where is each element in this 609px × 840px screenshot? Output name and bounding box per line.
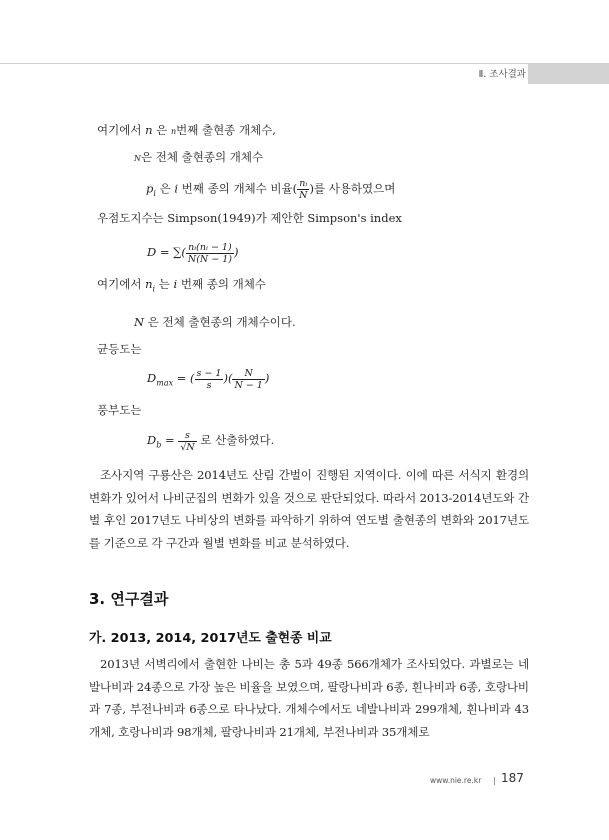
definition-n: 여기에서 n 은 n번째 출현종 개체수, [97,123,276,137]
richness-intro: 풍부도는 [97,403,142,417]
formula-richness: $D_b$ = $\frac{s}{√N}$ 로 산출하였다. [147,429,275,453]
paragraph-study-area: 조사지역 구룡산은 2014년도 산림 간벌이 진행된 지역이다. 이에 따른 서식지 환경의 변화가 있어서 나비군집의 변화가 있을 것으로 판단되었다. 따라서 2013-2014년도와 간벌 후인 2017년도 나비상의 변화를 파악하기 위하여 연도별 출현종의 변화와 2017년도를 기준으로 각 구간과 월별 변화를 비교 분석하였다. [89,468,529,550]
ratio-fraction: $\frac{\text{nᵢ}}{N}$ [299,178,308,201]
paragraph-results: 2013년 서벽리에서 출현한 나비는 총 5과 49종 566개체가 조사되었다. 과별로는 네발나비과 24종으로 가장 높은 비율을 보였으며, 팔랑나비과 6종, 흰나비과 6종, 호랑나비과 7종, 부전나비과 6종으로 타나났다. 개체수에서도 네발나비과 299개체, 흰나비과 43개체, 호랑나비과 98개체, 팔랑나비과 21개체, 부전나비과 35개체로 [89,657,529,739]
definition-N-total: N 은 전체 출현종의 개체수이다. [134,315,296,329]
definition-ni: 여기에서 $n_i$ 는 i 번째 종의 개체수 [97,277,266,294]
page-number: 187 [501,771,524,785]
footer-url: www.nie.re.kr [430,776,482,785]
footer-separator [494,777,495,785]
formula-simpson: D = ∑( $\frac{\text{nᵢ(nᵢ − 1)}}{N(N - 1)}$ ) [147,241,239,265]
header-rule [0,63,609,64]
simpson-intro: 우점도지수는 Simpson(1949)가 제안한 Simpson's index [97,211,402,225]
definition-p: $p_i$ 은 i 번째 종의 개체수 비율( $\frac{\text{nᵢ}}{N}$ )를 사용하였으며 [146,178,396,201]
formula-evenness: $D_{max}$ = ( $\frac{s - 1}{s}$ )( $\frac{N}{N - 1}$ ) [147,367,270,391]
section-label: Ⅱ. 조사결과 [478,69,526,80]
definition-N: N은 전체 출현종의 개체수 [134,150,264,164]
section-tab [528,64,609,84]
section-heading: 3. 연구결과 [89,590,169,608]
evenness-intro: 균등도는 [97,342,142,356]
subsection-heading: 가. 2013, 2014, 2017년도 출현종 비교 [89,631,332,646]
